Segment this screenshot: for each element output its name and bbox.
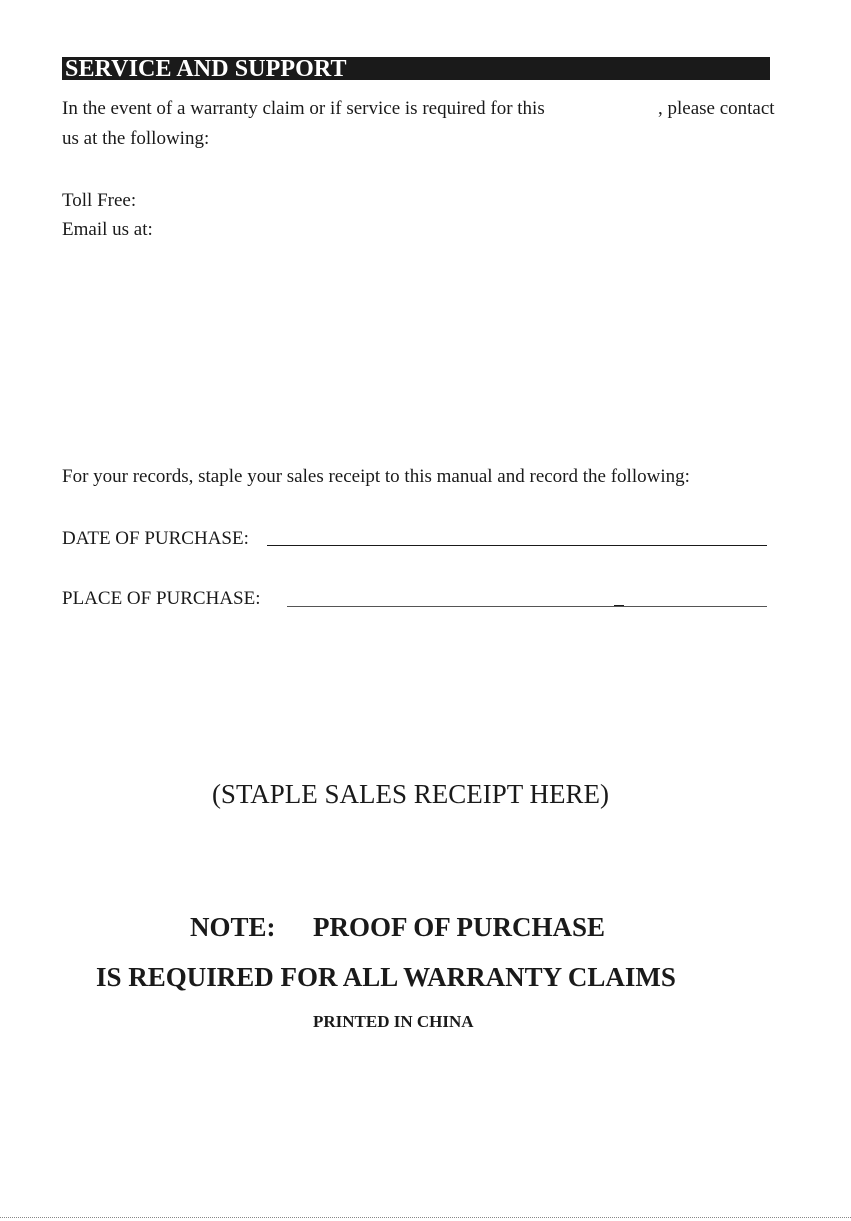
place-of-purchase-line-mark <box>614 605 624 606</box>
intro-line-1-start: In the event of a warranty claim or if service is required for this <box>62 98 545 119</box>
section-heading: SERVICE AND SUPPORT <box>65 56 347 82</box>
staple-receipt-placeholder: (STAPLE SALES RECEIPT HERE) <box>211 779 610 809</box>
date-of-purchase-line <box>267 545 767 546</box>
printed-in-china: PRINTED IN CHINA <box>313 1012 474 1031</box>
note-label: NOTE: <box>190 912 276 942</box>
intro-line-1-end: , please contact <box>658 98 775 119</box>
note-proof-of-purchase: PROOF OF PURCHASE <box>313 912 605 942</box>
place-of-purchase-label: PLACE OF PURCHASE: <box>62 588 261 609</box>
toll-free-label: Toll Free: <box>62 190 137 211</box>
email-label: Email us at: <box>62 219 153 240</box>
section-heading-bar <box>62 57 770 80</box>
intro-line-2: us at the following: <box>62 128 210 149</box>
page-bottom-border <box>0 1217 851 1218</box>
place-of-purchase-line <box>287 606 767 607</box>
note-warranty-claims: IS REQUIRED FOR ALL WARRANTY CLAIMS <box>96 962 676 992</box>
records-instruction: For your records, staple your sales receipt to this manual and record the following: <box>62 466 690 487</box>
date-of-purchase-label: DATE OF PURCHASE: <box>62 528 249 549</box>
